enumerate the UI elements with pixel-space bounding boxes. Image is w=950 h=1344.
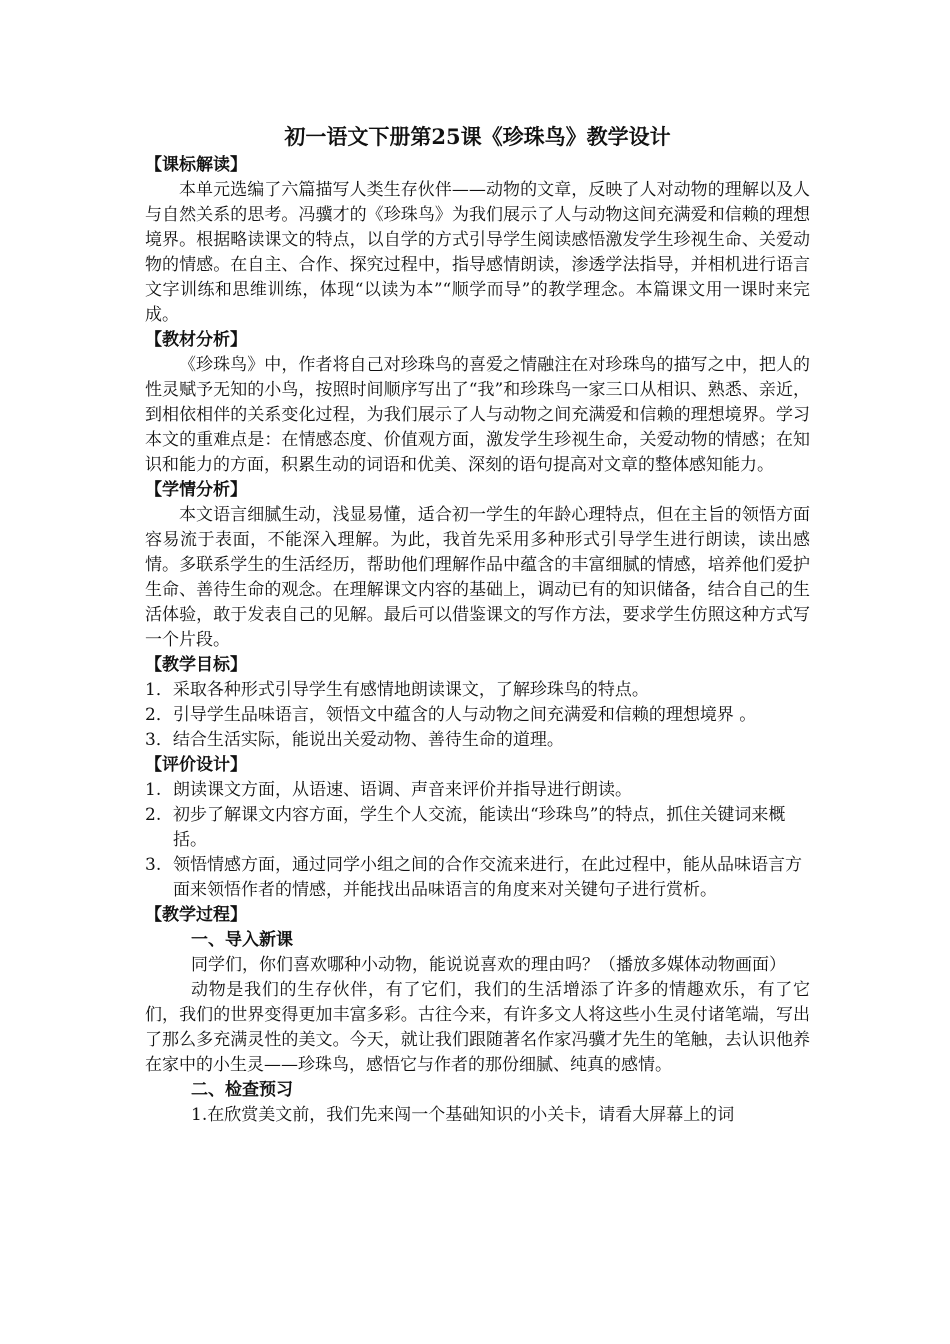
paragraph-jiaocai: 《珍珠鸟》中，作者将自己对珍珠鸟的喜爱之情融注在对珍珠鸟的描写之中，把人的性灵赋予无知的小鸟，按照时间顺序写出了“我”和珍珠鸟一家三口从相识、熟悉、亲近，到相依相伴的关系变化过程，为我们展示了人与动物之间充满爱和信赖的理想境界。学习本文的重难点是：在情感态度、价值观方面，激发学生珍视生命，关爱动物的情感；在知识和能力的方面，积累生动的词语和优美、深刻的语句提高对文章的整体感知能力。	[145, 355, 810, 475]
document-page	[145, 122, 810, 1128]
list-item: 3．结合生活实际，能说出关爱动物、善待生命的道理。	[145, 730, 564, 750]
section-heading-jiaocai: 【教材分析】	[145, 330, 247, 350]
paragraph-intro-1: 同学们，你们喜欢哪种小动物，能说说喜欢的理由吗？（播放多媒体动物画面）	[191, 955, 786, 975]
step-title-preview: 二、检查预习	[191, 1080, 293, 1100]
section-heading-mubiao: 【教学目标】	[145, 655, 247, 675]
list-number: 1.	[145, 780, 162, 800]
step-title-intro: 一、导入新课	[191, 930, 293, 950]
list-number: 2.	[145, 805, 162, 825]
section-heading-kebiao: 【课标解读】	[145, 155, 247, 175]
paragraph-xueqing: 本文语言细腻生动，浅显易懂，适合初一学生的年龄心理特点，但在主旨的领悟方面容易流于表面，不能深入理解。为此，我首先采用多种形式引导学生进行朗读，读出感情。多联系学生的生活经历，帮助他们理解作品中蕴含的丰富细腻的情感，培养他们爱护生命、善待生命的观念。在理解课文内容的基础上，调动已有的知识储备，结合自己的生活体验，敢于发表自己的见解。最后可以借鉴课文的写作方法，要求学生仿照这种方式写一个片段。	[145, 505, 810, 650]
paragraph-intro-2: 动物是我们的生存伙伴，有了它们，我们的生活增添了许多的情趣欢乐，有了它们，我们的世界变得更加丰富多彩。古往今来，有许多文人将这些小生灵付诸笔端，写出了那么多充满灵性的美文。今天，就让我们跟随著名作家冯骥才先生的笔触，去认识他养在家中的小生灵——珍珠鸟，感悟它与作者的那份细腻、纯真的感情。	[145, 980, 810, 1075]
list-item	[145, 853, 810, 903]
section-heading-xueqing: 【学情分析】	[145, 480, 247, 500]
section-heading-guocheng: 【教学过程】	[145, 905, 247, 925]
section-heading-pingjia: 【评价设计】	[145, 755, 247, 775]
list-item-text: 初步了解课文内容方面，学生个人交流，能读出“珍珠鸟”的特点，抓住关键词来概括。	[173, 805, 786, 850]
list-item: 2．引导学生品味语言，领悟文中蕴含的人与动物之间充满爱和信赖的理想境界 。	[145, 705, 757, 725]
list-number: 3.	[145, 855, 162, 875]
document-title: 初一语文下册第25课《珍珠鸟》教学设计	[284, 124, 671, 149]
evaluation-list	[145, 778, 810, 903]
paragraph-kebiao: 本单元选编了六篇描写人类生存伙伴——动物的文章，反映了人对动物的理解以及人与自然关系的思考。冯骥才的《珍珠鸟》为我们展示了人与动物这间充满爱和信赖的理想境界。根据略读课文的特点，以自学的方式引导学生阅读感悟激发学生珍视生命、关爱动物的情感。在自主、合作、探究过程中，指导感情朗读，渗透学法指导，并相机进行语言文字训练和思维训练，体现“以读为本”“顺学而导”的教学理念。本篇课文用一课时来完成。	[145, 180, 810, 325]
list-item-text: 领悟情感方面，通过同学小组之间的合作交流来进行，在此过程中，能从品味语言方面来领悟作者的情感，并能找出品味语言的角度来对关键句子进行赏析。	[173, 855, 802, 900]
list-item: 1．采取各种形式引导学生有感情地朗读课文，了解珍珠鸟的特点。	[145, 680, 649, 700]
goal-list	[145, 678, 810, 753]
list-item	[145, 803, 810, 853]
list-item	[145, 778, 810, 803]
list-item-text: 朗读课文方面，从语速、语调、声音来评价并指导进行朗读。	[173, 780, 632, 800]
paragraph-preview-1: 1.在欣赏美文前，我们先来闯一个基础知识的小关卡，请看大屏幕上的词	[191, 1105, 735, 1125]
